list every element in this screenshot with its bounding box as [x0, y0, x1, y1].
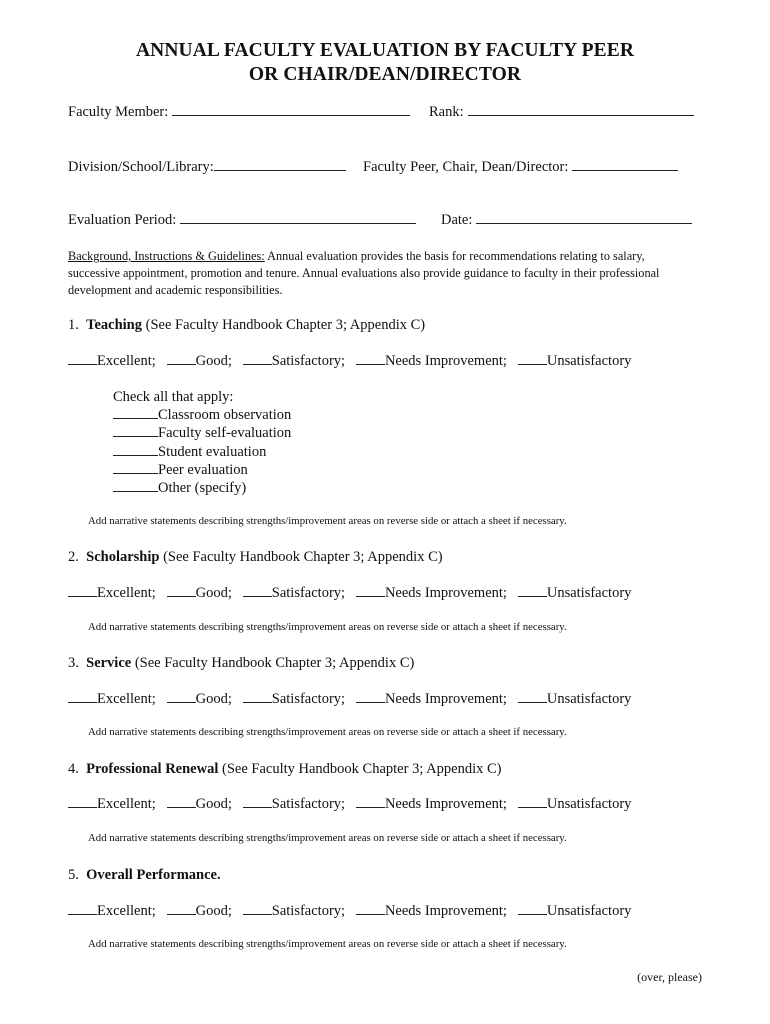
checklist-item-label: Classroom observation	[158, 407, 292, 424]
faculty-member-label: Faculty Member:	[68, 104, 169, 120]
division-label: Division/School/Library:	[68, 159, 214, 175]
checklist-item-label: Other (specify)	[158, 480, 247, 497]
checklist-blank[interactable]	[113, 417, 158, 419]
scholarship-rating-row	[68, 585, 631, 602]
section-name: Scholarship	[86, 549, 160, 565]
service-narrative-note: Add narrative statements describing strengths/improvement areas on reverse side or attach a sheet if necessary.	[88, 726, 567, 738]
unsatisfactory-label: Unsatisfactory	[546, 585, 632, 601]
division-row	[68, 159, 346, 176]
page-footer-note: (over, please)	[637, 970, 702, 984]
peer-chair-label: Faculty Peer, Chair, Dean/Director:	[363, 159, 569, 175]
good-label: Good;	[195, 585, 232, 601]
date-row	[441, 212, 692, 229]
needs-improvement-label: Needs Improvement;	[384, 903, 507, 919]
good-label: Good;	[195, 903, 232, 919]
checklist-item	[113, 479, 291, 497]
rank-field[interactable]	[468, 114, 694, 116]
unsatisfactory-blank[interactable]	[518, 806, 547, 808]
checklist-item-label: Student evaluation	[158, 443, 267, 460]
overall-performance-rating-row	[68, 903, 631, 920]
overall-performance-narrative-note: Add narrative statements describing strengths/improvement areas on reverse side or attach a sheet if necessary.	[88, 938, 567, 950]
excellent-label: Excellent;	[97, 691, 156, 707]
section-number: 3.	[68, 655, 79, 671]
good-blank[interactable]	[167, 913, 196, 915]
section-reference: (See Faculty Handbook Chapter 3; Appendix C)	[142, 317, 426, 333]
unsatisfactory-label: Unsatisfactory	[546, 796, 632, 812]
good-blank[interactable]	[167, 363, 196, 365]
good-blank[interactable]	[167, 806, 196, 808]
satisfactory-blank[interactable]	[243, 701, 272, 703]
section-number: 1.	[68, 317, 79, 333]
instructions-paragraph	[68, 248, 688, 299]
faculty-member-field[interactable]	[172, 114, 410, 116]
evaluation-period-label: Evaluation Period:	[68, 212, 177, 228]
teaching-rating-row	[68, 353, 631, 370]
checklist-item	[113, 406, 291, 424]
date-field[interactable]	[476, 222, 692, 224]
form-title-line-2: OR CHAIR/DEAN/DIRECTOR	[248, 64, 522, 85]
section-reference: (See Faculty Handbook Chapter 3; Appendix C)	[159, 549, 443, 565]
good-label: Good;	[195, 796, 232, 812]
needs-improvement-label: Needs Improvement;	[384, 353, 507, 369]
unsatisfactory-blank[interactable]	[518, 363, 547, 365]
section-number: 5.	[68, 867, 79, 883]
unsatisfactory-blank[interactable]	[518, 595, 547, 597]
checklist-blank[interactable]	[113, 435, 158, 437]
teaching-checklist	[113, 388, 291, 497]
needs-improvement-blank[interactable]	[356, 701, 385, 703]
checklist-item	[113, 461, 291, 479]
instructions-body: Annual evaluation provides the basis for recommendations relating to salary, successive appointment, promotion and tenure. Annual evaluations also provide guidance to faculty in their professional development and academic responsibilities.	[68, 249, 660, 297]
unsatisfactory-label: Unsatisfactory	[546, 903, 632, 919]
needs-improvement-label: Needs Improvement;	[384, 585, 507, 601]
evaluation-period-field[interactable]	[180, 222, 416, 224]
section-teaching-heading	[68, 317, 425, 334]
unsatisfactory-blank[interactable]	[518, 701, 547, 703]
professional-renewal-rating-row	[68, 796, 631, 813]
excellent-label: Excellent;	[97, 353, 156, 369]
excellent-blank[interactable]	[68, 363, 97, 365]
satisfactory-blank[interactable]	[243, 363, 272, 365]
instructions-heading: Background, Instructions & Guidelines:	[68, 249, 265, 263]
professional-renewal-narrative-note: Add narrative statements describing strengths/improvement areas on reverse side or attach a sheet if necessary.	[88, 832, 567, 844]
excellent-blank[interactable]	[68, 595, 97, 597]
excellent-label: Excellent;	[97, 796, 156, 812]
needs-improvement-blank[interactable]	[356, 363, 385, 365]
checklist-item	[113, 424, 291, 442]
scholarship-narrative-note: Add narrative statements describing strengths/improvement areas on reverse side or attach a sheet if necessary.	[88, 621, 567, 633]
satisfactory-label: Satisfactory;	[271, 796, 346, 812]
good-label: Good;	[195, 353, 232, 369]
excellent-label: Excellent;	[97, 903, 156, 919]
excellent-label: Excellent;	[97, 585, 156, 601]
good-label: Good;	[195, 691, 232, 707]
good-blank[interactable]	[167, 595, 196, 597]
needs-improvement-blank[interactable]	[356, 806, 385, 808]
section-reference: (See Faculty Handbook Chapter 3; Appendix C)	[131, 655, 415, 671]
section-number: 2.	[68, 549, 79, 565]
checklist-heading: Check all that apply:	[113, 389, 234, 405]
unsatisfactory-label: Unsatisfactory	[546, 353, 632, 369]
section-name: Service	[86, 655, 132, 671]
unsatisfactory-blank[interactable]	[518, 913, 547, 915]
checklist-blank[interactable]	[113, 454, 158, 456]
section-reference: (See Faculty Handbook Chapter 3; Appendix C)	[218, 761, 502, 777]
form-title-line-1: ANNUAL FACULTY EVALUATION BY FACULTY PEER	[136, 40, 634, 61]
excellent-blank[interactable]	[68, 913, 97, 915]
section-service-heading	[68, 655, 414, 672]
satisfactory-label: Satisfactory;	[271, 585, 346, 601]
checklist-blank[interactable]	[113, 490, 158, 492]
satisfactory-blank[interactable]	[243, 806, 272, 808]
excellent-blank[interactable]	[68, 806, 97, 808]
division-field[interactable]	[214, 169, 346, 171]
peer-chair-field[interactable]	[572, 169, 678, 171]
satisfactory-label: Satisfactory;	[271, 691, 346, 707]
excellent-blank[interactable]	[68, 701, 97, 703]
checklist-item	[113, 443, 291, 461]
section-professional-renewal-heading	[68, 761, 501, 778]
needs-improvement-blank[interactable]	[356, 595, 385, 597]
satisfactory-blank[interactable]	[243, 595, 272, 597]
peer-chair-row	[363, 159, 678, 176]
needs-improvement-label: Needs Improvement;	[384, 691, 507, 707]
rank-row	[429, 104, 694, 121]
good-blank[interactable]	[167, 701, 196, 703]
section-name: Teaching	[86, 317, 142, 333]
satisfactory-label: Satisfactory;	[271, 903, 346, 919]
rank-label: Rank:	[429, 104, 464, 120]
needs-improvement-label: Needs Improvement;	[384, 796, 507, 812]
checklist-item-label: Faculty self-evaluation	[158, 425, 292, 442]
checklist-blank[interactable]	[113, 472, 158, 474]
teaching-narrative-note: Add narrative statements describing strengths/improvement areas on reverse side or attach a sheet if necessary.	[88, 515, 567, 527]
faculty-member-row	[68, 104, 410, 121]
section-number: 4.	[68, 761, 79, 777]
satisfactory-label: Satisfactory;	[271, 353, 346, 369]
satisfactory-blank[interactable]	[243, 913, 272, 915]
section-overall-performance-heading	[68, 867, 221, 884]
section-scholarship-heading	[68, 549, 443, 566]
needs-improvement-blank[interactable]	[356, 913, 385, 915]
evaluation-period-row	[68, 212, 416, 229]
unsatisfactory-label: Unsatisfactory	[546, 691, 632, 707]
date-label: Date:	[441, 212, 473, 228]
section-name: Professional Renewal	[86, 761, 219, 777]
section-name: Overall Performance.	[86, 867, 221, 883]
checklist-item-label: Peer evaluation	[158, 461, 248, 478]
service-rating-row	[68, 691, 631, 708]
